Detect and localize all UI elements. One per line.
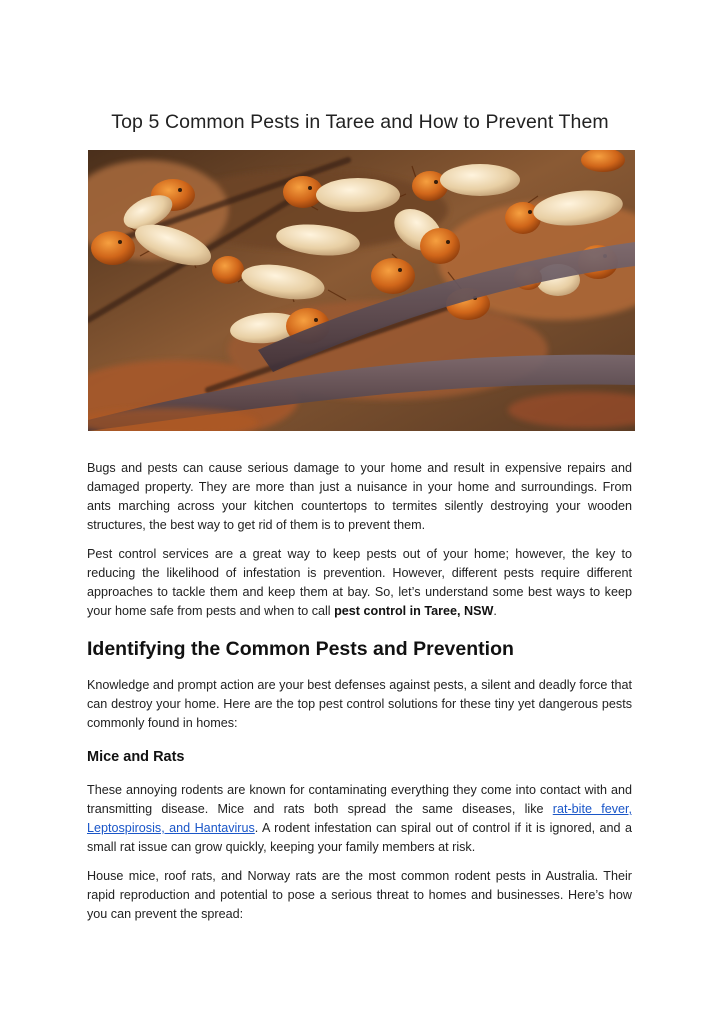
mice-text-after: . A rodent infestation can spiral out of control if it is ignored, and a small rat issue can grow quickly, keeping your family members at risk. (87, 821, 632, 854)
services-text-before: Pest control services are a great way to keep pests out of your home; however, the key to reducing the likelihood of infestation is prevention. However, different pests require different approaches to tackle them and keep them at bay. So, let’s understand some best ways to keep your home safe from pests and when to call (87, 547, 632, 618)
rodents-paragraph: House mice, roof rats, and Norway rats are the most common rodent pests in Australia. Their rapid reproduction and potential to pose a serious threat to homes and businesses. Here’s how you can prevent the spread: (87, 869, 632, 921)
section-intro-paragraph: Knowledge and prompt action are your best defenses against pests, a silent and deadly force that can destroy your home. Here are the top pest control solutions for these tiny yet dangerous pests commonly found in homes: (87, 678, 632, 730)
section-heading: Identifying the Common Pests and Prevention (87, 638, 514, 660)
mice-paragraph (87, 781, 632, 857)
pest-control-taree-bold: pest control in Taree, NSW (334, 604, 494, 618)
services-paragraph (87, 545, 632, 621)
mice-text-before: These annoying rodents are known for contaminating everything they come into contact with and transmitting disease. Mice and rats both spread the same diseases, like (87, 783, 632, 816)
termites-photo (88, 150, 635, 431)
termites-photo-svg (88, 150, 635, 431)
page-title: Top 5 Common Pests in Taree and How to Prevent Them (111, 111, 609, 133)
services-text-after: . (493, 604, 497, 618)
intro-paragraph: Bugs and pests can cause serious damage to your home and result in expensive repairs and damaged property. They are more than just a nuisance in your home and surroundings. From ants marching across your kitchen countertops to termites silently destroying your wooden structures, the best way to get rid of them is to prevent them. (87, 461, 632, 532)
subsection-heading-mice-rats: Mice and Rats (87, 749, 185, 765)
article-body (87, 459, 632, 934)
diseases-link[interactable]: rat-bite fever, Leptospirosis, and Hantavirus (87, 802, 632, 835)
